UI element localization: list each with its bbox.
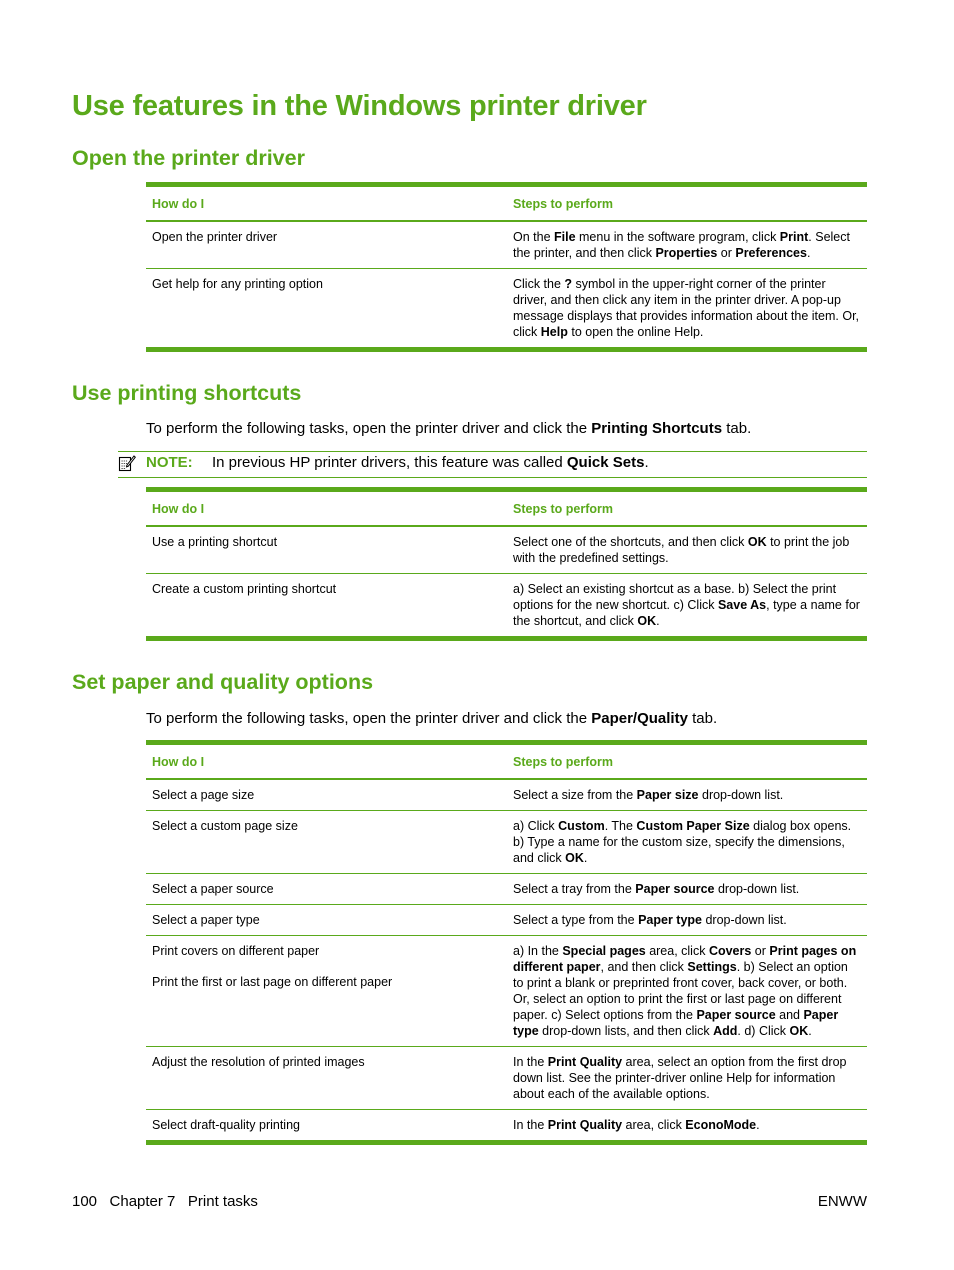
steps-text: . <box>806 246 811 260</box>
steps-text: . The <box>604 819 637 833</box>
table-row <box>146 574 867 639</box>
task-text: Print the first or last page on different paper <box>152 975 393 989</box>
ui-term: ? <box>564 277 573 291</box>
steps-text: In the <box>513 1055 548 1069</box>
task-text: Select a custom page size <box>152 819 298 833</box>
task-cell <box>146 905 507 936</box>
footer-edition: ENWW <box>817 1193 867 1210</box>
steps-text: . Select the printer, and then click <box>513 230 850 260</box>
steps-text: drop-down list. <box>698 788 784 802</box>
task-cell <box>146 811 507 874</box>
steps-text: menu in the software program, click <box>575 230 780 244</box>
steps-text: Select a tray from the <box>513 882 636 896</box>
task-text: Select a paper source <box>152 882 274 896</box>
table-row <box>146 874 867 905</box>
steps-text: to print the job with the predefined settings. <box>513 535 850 565</box>
steps-text: to open the online Help. <box>567 325 704 339</box>
ui-term: Paper type <box>513 1008 839 1038</box>
task-text: Select a paper type <box>152 913 260 927</box>
ui-term: Preferences <box>735 246 807 260</box>
ui-term: Custom <box>558 819 605 833</box>
note-label: NOTE: <box>146 454 193 471</box>
section-heading-shortcuts: Use printing shortcuts <box>72 381 302 405</box>
ui-term: Paper size <box>636 788 699 802</box>
table-row <box>146 221 867 269</box>
steps-text: Select a size from the <box>513 788 637 802</box>
steps-cell <box>507 526 867 574</box>
ui-term: Save As <box>717 598 767 612</box>
task-cell <box>146 1047 507 1110</box>
task-cell <box>146 1110 507 1143</box>
steps-text: . b) Select an option to print a blank or preprinted front cover, back cover, or both. Or, select an option to print the first or last page on different paper. c) Select options from the <box>513 960 848 1022</box>
ui-term: Properties <box>655 246 718 260</box>
steps-text: area, select an option from the first drop down list. See the printer-driver online Help for information about each of the available options. <box>513 1055 847 1101</box>
ui-term: Print Quality <box>547 1118 623 1132</box>
task-cell <box>146 269 507 350</box>
note-icon <box>118 454 136 472</box>
ui-term: File <box>554 230 576 244</box>
steps-text: or <box>751 944 770 958</box>
steps-text: , and then click <box>600 960 688 974</box>
task-cell <box>146 779 507 811</box>
task-cell <box>146 936 507 1047</box>
steps-cell <box>507 936 867 1047</box>
ui-term: Settings <box>687 960 737 974</box>
steps-cell <box>507 779 867 811</box>
column-header-steps: Steps to perform <box>507 743 867 780</box>
steps-text: In the <box>513 1118 548 1132</box>
ui-term: Print <box>779 230 809 244</box>
task-text: Use a printing shortcut <box>152 535 278 549</box>
ui-term: Print Quality <box>547 1055 623 1069</box>
steps-text: or <box>717 246 736 260</box>
steps-text: , type a name for the shortcut, and click <box>513 598 860 628</box>
steps-cell <box>507 221 867 269</box>
task-cell <box>146 574 507 639</box>
column-header-how: How do I <box>146 490 507 527</box>
column-header-how: How do I <box>146 185 507 222</box>
note-box <box>118 451 867 478</box>
ui-term: OK <box>747 535 767 549</box>
ui-term: Paper source <box>635 882 715 896</box>
ui-term: Special pages <box>562 944 646 958</box>
task-text: Get help for any printing option <box>152 277 323 291</box>
steps-text: a) Select an existing shortcut as a base. b) Select the print options for the new shortcut. c) Click <box>513 582 837 612</box>
ui-term: OK <box>789 1024 809 1038</box>
steps-cell <box>507 811 867 874</box>
task-text: Adjust the resolution of printed images <box>152 1055 365 1069</box>
steps-cell <box>507 1047 867 1110</box>
steps-text: Click the <box>513 277 565 291</box>
ui-term: Paper type <box>638 913 702 927</box>
steps-text: . <box>756 1118 760 1132</box>
shortcuts-intro: To perform the following tasks, open the printer driver and click the Printing Shortcuts tab. <box>146 420 752 437</box>
steps-cell <box>507 874 867 905</box>
steps-text: Select a type from the <box>513 913 639 927</box>
steps-text: . <box>808 1024 812 1038</box>
steps-text: a) Click <box>513 819 559 833</box>
table-row <box>146 1110 867 1143</box>
table-row <box>146 905 867 936</box>
column-header-steps: Steps to perform <box>507 490 867 527</box>
ui-term: Add <box>713 1024 738 1038</box>
steps-text: and <box>775 1008 804 1022</box>
table-row <box>146 269 867 350</box>
steps-text: area, click <box>645 944 709 958</box>
task-cell <box>146 874 507 905</box>
table-row <box>146 526 867 574</box>
ui-term: Help <box>540 325 568 339</box>
steps-text: drop-down list. <box>701 913 787 927</box>
steps-text: a) In the <box>513 944 563 958</box>
table-row <box>146 1047 867 1110</box>
table-row <box>146 811 867 874</box>
steps-cell <box>507 574 867 639</box>
ui-term: Paper source <box>696 1008 776 1022</box>
table-row <box>146 936 867 1047</box>
task-text: Create a custom printing shortcut <box>152 582 337 596</box>
steps-text: . <box>656 614 660 628</box>
ui-term: EconoMode <box>685 1118 757 1132</box>
steps-text: dialog box opens. b) Type a name for the custom size, specify the dimensions, and click <box>513 819 852 865</box>
task-text: Select a page size <box>152 788 255 802</box>
steps-text: drop-down lists, and then click <box>538 1024 714 1038</box>
steps-cell <box>507 905 867 936</box>
steps-cell <box>507 269 867 350</box>
steps-text: symbol in the upper-right corner of the printer driver, and then click any item in the printer driver. A pop-up message displays that provides information about the item. Or, click <box>513 277 860 339</box>
table-row <box>146 779 867 811</box>
column-header-steps: Steps to perform <box>507 185 867 222</box>
steps-text: . <box>583 851 588 865</box>
task-cell <box>146 526 507 574</box>
task-text: Open the printer driver <box>152 230 278 244</box>
ui-term: OK <box>637 614 657 628</box>
task-text: Print covers on different paper <box>152 944 320 958</box>
steps-text: . d) Click <box>737 1024 790 1038</box>
ui-term: Print pages on different paper <box>513 944 857 974</box>
note-text: In previous HP printer drivers, this feature was called Quick Sets. <box>212 454 649 471</box>
steps-text: drop-down list. <box>714 882 800 896</box>
ui-term: Covers <box>708 944 752 958</box>
column-header-how: How do I <box>146 743 507 780</box>
steps-text: Select one of the shortcuts, and then click <box>513 535 748 549</box>
steps-cell <box>507 1110 867 1143</box>
task-text: Select draft-quality printing <box>152 1118 300 1132</box>
steps-text: area, click <box>622 1118 686 1132</box>
shortcuts-table <box>146 487 867 641</box>
footer-page-info: 100 Chapter 7 Print tasks <box>72 1193 258 1210</box>
paper-quality-intro: To perform the following tasks, open the printer driver and click the Paper/Quality tab. <box>146 710 718 727</box>
ui-term: Custom Paper Size <box>636 819 750 833</box>
ui-term: OK <box>565 851 584 865</box>
section-heading-paper-quality: Set paper and quality options <box>72 670 374 694</box>
paper-quality-table <box>146 740 867 1145</box>
task-cell <box>146 221 507 269</box>
steps-text: On the <box>513 230 554 244</box>
open-driver-table <box>146 182 867 352</box>
section-heading-open-driver: Open the printer driver <box>72 146 305 170</box>
page-title: Use features in the Windows printer driver <box>72 90 647 122</box>
